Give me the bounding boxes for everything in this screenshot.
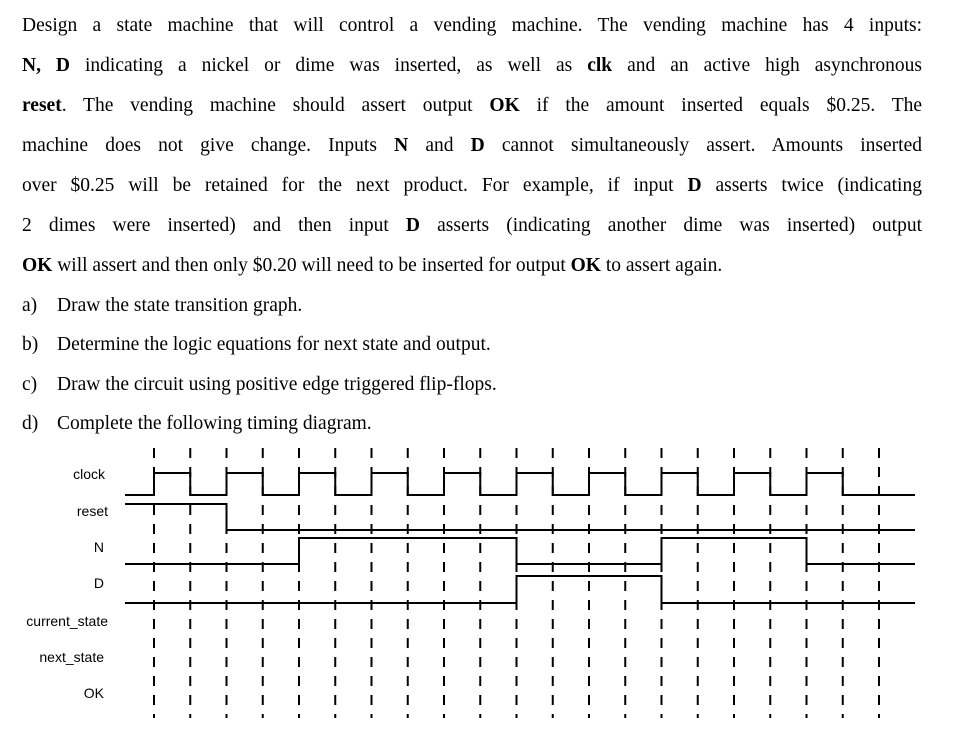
task-label: a) — [22, 295, 38, 316]
reset-waveform — [125, 504, 915, 530]
signal-label-OK: OK — [83, 685, 104, 701]
text-run: 2 dimes were inserted) and then input — [22, 215, 406, 236]
task-label: d) — [22, 412, 39, 434]
text-run: machine does not give change. Inputs — [22, 135, 395, 156]
input-names-N-D: N, D — [22, 55, 71, 76]
task-text: Complete the following timing diagram. — [57, 412, 372, 434]
text-run: to assert again. — [600, 255, 723, 276]
signal-label-reset: reset — [76, 503, 108, 519]
text-run: Design a state machine that will control a vending machine. The vending machine has 4 inputs: — [22, 15, 922, 36]
clock-waveform — [125, 473, 915, 495]
task-label: b) — [22, 334, 39, 356]
text-line-3 — [22, 86, 922, 126]
text-run: cannot simultaneously assert. Amounts inserted — [484, 135, 922, 156]
task-text: Draw the state transition graph. — [57, 295, 303, 316]
text-run: . The vending machine should assert output — [61, 95, 490, 116]
N-waveform — [125, 538, 915, 564]
signal-label-N: N — [93, 539, 104, 555]
timing-diagram — [0, 440, 969, 736]
task-item-c — [22, 365, 922, 404]
text-run: asserts (indicating another dime was inserted) output — [420, 215, 922, 236]
input-name-D: D — [470, 135, 485, 156]
text-run: indicating a nickel or dime was inserted, as well as — [70, 55, 588, 76]
text-line-2 — [22, 46, 922, 86]
output-name-OK: OK — [22, 255, 53, 276]
text-line-1 — [22, 6, 922, 46]
signal-label-next-state: next_state — [39, 649, 104, 665]
text-run: if the amount inserted equals $0.25. The — [519, 95, 923, 116]
signal-label-clock: clock — [73, 466, 105, 482]
input-name-D: D — [687, 175, 702, 196]
text-run: and an active high asynchronous — [612, 55, 922, 76]
text-line-7 — [22, 246, 922, 286]
waveforms — [125, 473, 915, 603]
text-run: over $0.25 will be retained for the next product. For example, if input — [22, 175, 688, 196]
signal-label-current-state: current_state — [26, 613, 108, 629]
text-run: will assert and then only $0.20 will need to be inserted for output — [52, 255, 571, 276]
text-line-6 — [22, 206, 922, 246]
output-name-OK: OK — [570, 255, 601, 276]
input-name-D: D — [405, 215, 421, 236]
text-run: and — [408, 135, 471, 156]
output-name-OK: OK — [489, 95, 520, 116]
input-name-reset: reset — [22, 95, 62, 116]
D-waveform — [125, 576, 915, 603]
problem-paragraph — [22, 6, 922, 286]
signal-label-D: D — [93, 575, 104, 591]
signal-labels — [26, 466, 108, 701]
task-item-a — [22, 286, 922, 325]
task-item-d — [22, 404, 922, 443]
text-run: asserts twice (indicating — [701, 175, 922, 196]
task-item-b — [22, 325, 922, 364]
task-text: Determine the logic equations for next state and output. — [57, 334, 491, 356]
text-line-4 — [22, 126, 922, 166]
task-label: c) — [22, 373, 38, 395]
task-text: Draw the circuit using positive edge triggered flip-flops. — [57, 373, 497, 395]
problem-statement — [22, 6, 922, 443]
input-name-N: N — [394, 135, 409, 156]
text-line-5 — [22, 166, 922, 206]
task-list — [22, 286, 922, 443]
input-name-clk: clk — [587, 55, 613, 76]
